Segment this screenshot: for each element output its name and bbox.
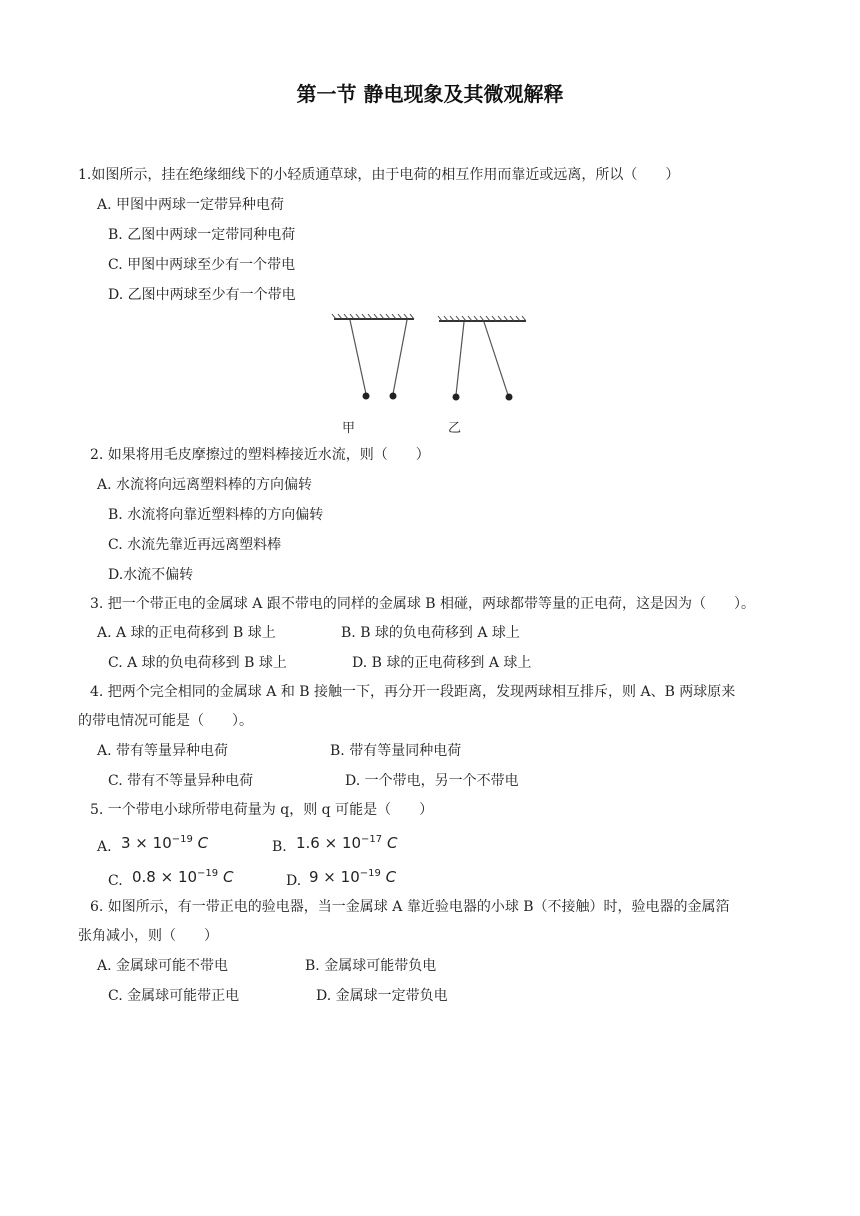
- q2-option-a: A. 水流将向远离塑料棒的方向偏转: [97, 477, 313, 493]
- q5-option-c-label: C.: [108, 873, 123, 889]
- q3-option-d: D. B 球的正电荷移到 A 球上: [352, 655, 532, 671]
- q3-option-b: B. B 球的负电荷移到 A 球上: [341, 625, 520, 641]
- q5-option-a-label: A.: [97, 839, 112, 855]
- q2-stem: 2. 如果将用毛皮摩擦过的塑料棒接近水流，则（ ）: [90, 447, 430, 463]
- q6-option-d: D. 金属球一定带负电: [316, 988, 448, 1004]
- q6-stem-line1: 6. 如图所示，有一带正电的验电器，当一金属球 A 靠近验电器的小球 B（不接触）时，验电器的金属箔: [90, 899, 730, 915]
- figure-label-jia: 甲: [342, 421, 356, 436]
- q1-option-b: B. 乙图中两球一定带同种电荷: [108, 227, 296, 243]
- q5-stem: 5. 一个带电小球所带电荷量为 q，则 q 可能是（ ）: [90, 802, 434, 818]
- q2-option-b: B. 水流将向靠近塑料棒的方向偏转: [108, 507, 324, 523]
- q3-option-c: C. A 球的负电荷移到 B 球上: [108, 655, 287, 671]
- q2-option-d: D.水流不偏转: [108, 567, 194, 583]
- q1-option-c: C. 甲图中两球至少有一个带电: [108, 257, 296, 273]
- q4-stem-line1: 4. 把两个完全相同的金属球 A 和 B 接触一下，再分开一段距离，发现两球相互排斥，则 A、B 两球原来: [90, 684, 736, 700]
- q6-stem-line2: 张角减小，则（ ）: [78, 928, 218, 944]
- q5-option-d-label: D.: [286, 873, 302, 889]
- q5-option-c-value: $0.8 \times 10^{-19}$ C: [132, 868, 234, 886]
- q6-option-b: B. 金属球可能带负电: [305, 958, 437, 974]
- q4-option-c: C. 带有不等量异种电荷: [108, 773, 254, 789]
- q3-stem: 3. 把一个带正电的金属球 A 跟不带电的同样的金属球 B 相碰，两球都带等量的正电荷，这是因为（ ）。: [90, 596, 756, 612]
- q4-option-a: A. 带有等量异种电荷: [97, 743, 229, 759]
- q2-option-c: C. 水流先靠近再远离塑料棒: [108, 537, 282, 553]
- figure-label-yi: 乙: [448, 421, 462, 436]
- q6-option-a: A. 金属球可能不带电: [97, 958, 229, 974]
- page-title: 第一节 静电现象及其微观解释: [296, 82, 564, 106]
- q1-option-a: A. 甲图中两球一定带异种电荷: [97, 197, 285, 213]
- q6-option-c: C. 金属球可能带正电: [108, 988, 240, 1004]
- q4-option-d: D. 一个带电，另一个不带电: [345, 773, 519, 789]
- q3-option-a: A. A 球的正电荷移到 B 球上: [97, 625, 276, 641]
- q4-stem-line2: 的带电情况可能是（ ）。: [78, 713, 253, 729]
- q5-option-b-value: $1.6 \times 10^{-17}$ C: [296, 834, 398, 852]
- q4-option-b: B. 带有等量同种电荷: [330, 743, 462, 759]
- pendulum-figure-right: [436, 312, 531, 407]
- q1-option-d: D. 乙图中两球至少有一个带电: [108, 287, 296, 303]
- q5-option-a-value: $3 \times 10^{-19}$ C: [121, 834, 209, 852]
- q5-option-d-value: $9 \times 10^{-19}$ C: [309, 868, 397, 886]
- q1-stem: 1.如图所示，挂在绝缘细线下的小轻质通草球，由于电荷的相互作用而靠近或远离，所以（ ）: [78, 167, 680, 183]
- q5-option-b-label: B.: [272, 839, 287, 855]
- pendulum-figure-left: [330, 312, 420, 407]
